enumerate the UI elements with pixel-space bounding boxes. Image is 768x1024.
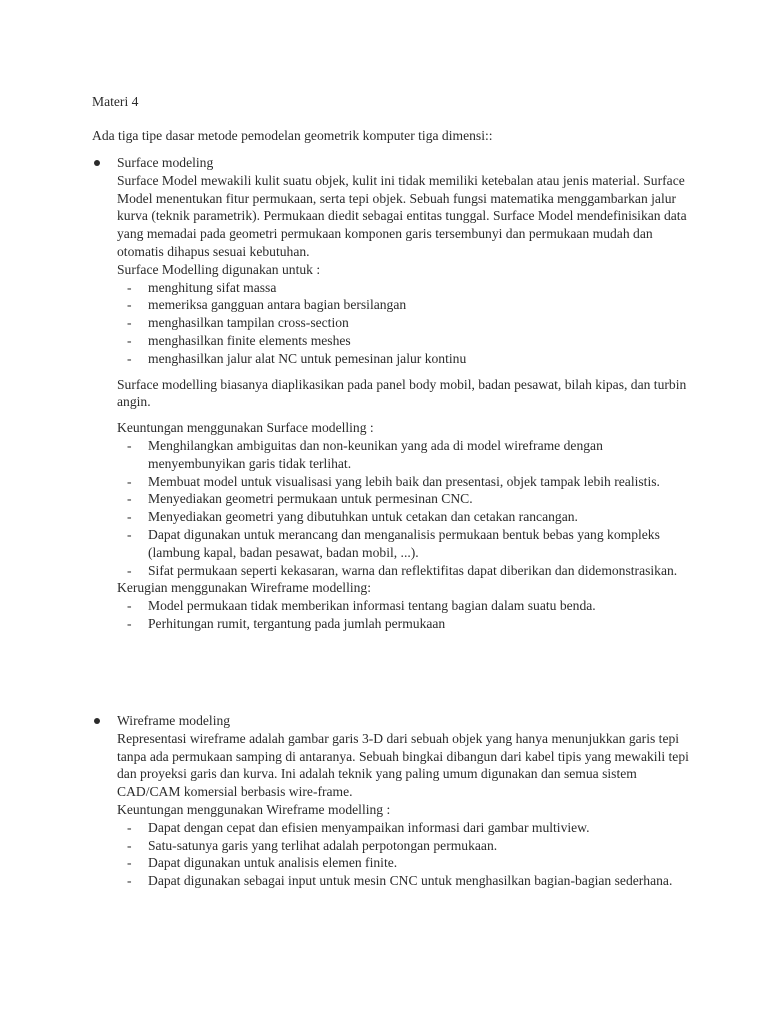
wireframe-section (92, 712, 692, 890)
list-item-text: Membuat model untuk visualisasi yang lebih baik dan presentasi, objek tampak lebih realistis. (148, 473, 660, 489)
surface-heading: Surface modeling (117, 155, 214, 170)
list-item (117, 562, 692, 580)
list-item (117, 332, 692, 350)
list-item-text: menghitung sifat massa (148, 279, 277, 295)
dash-icon: - (127, 473, 132, 489)
surface-advantages-list (117, 437, 692, 579)
list-item (117, 597, 692, 615)
dash-icon: - (127, 615, 132, 631)
list-item (117, 437, 692, 473)
dash-icon: - (127, 297, 132, 313)
list-item (117, 615, 692, 633)
surface-advantages-heading: Keuntungan menggunakan Surface modelling : (117, 420, 374, 436)
list-item (117, 819, 692, 837)
surface-uses-heading: Surface Modelling digunakan untuk : (117, 261, 321, 277)
intro-text: Ada tiga tipe dasar metode pemodelan geometrik komputer tiga dimensi:: (92, 128, 493, 143)
bullet-dot-icon (94, 160, 100, 166)
wireframe-bullet-item (92, 712, 692, 890)
list-item (117, 872, 692, 890)
surface-description: Surface Model mewakili kulit suatu objek, kulit ini tidak memiliki ketebalan atau jenis material. Surface Model menentukan fitur permukaan, serta tepi objek. Sebuah fungsi matematika menggambarkan jalur kurva (teknik parametrik). Permukaan diedit sebagai entitas tunggal. Surface Model mendefinisikan data yang memadai pada geometri permukaan komponen garis tersembunyi dan permukaan mudah dan otomatis dihapus sesuai kebutuhan. (117, 172, 687, 259)
list-item (117, 490, 692, 508)
list-item-text: Sifat permukaan seperti kekasaran, warna dan reflektifitas dapat diberikan dan didemonstrasikan. (148, 562, 678, 578)
list-item (117, 854, 692, 872)
list-item (117, 508, 692, 526)
surface-section (92, 154, 692, 633)
surface-uses-list (117, 279, 692, 368)
list-item-text: Dapat dengan cepat dan efisien menyampaikan informasi dari gambar multiview. (148, 819, 590, 835)
page-title: Materi 4 (92, 94, 139, 109)
dash-icon: - (127, 562, 132, 578)
list-item (117, 837, 692, 855)
list-item-text: menghasilkan finite elements meshes (148, 332, 351, 348)
list-item-text: Perhitungan rumit, tergantung pada jumlah permukaan (148, 615, 446, 631)
wireframe-description: Representasi wireframe adalah gambar garis 3-D dari sebuah objek yang hanya menunjukkan garis tepi tanpa ada permukaan samping di antaranya. Sebuah bingkai dibangun dari kabel tipis yang mewakili tepi dan proyeksi garis dan kurva. Ini adalah teknik yang paling umum digunakan dan semua sistem CAD/CAM komersial berbasis wire-frame. (117, 730, 689, 800)
dash-icon: - (127, 279, 132, 295)
list-item (117, 314, 692, 332)
list-item-text: menghasilkan tampilan cross-section (148, 315, 349, 331)
wireframe-advantages-list (117, 819, 692, 890)
surface-bullet-item (92, 154, 692, 633)
dash-icon: - (127, 332, 132, 348)
list-item-text: Dapat digunakan untuk merancang dan menganalisis permukaan bentuk bebas yang kompleks (lambung kapal, badan pesawat, badan mobil, ...). (148, 526, 660, 560)
wireframe-advantages-heading: Keuntungan menggunakan Wireframe modelling : (117, 801, 391, 817)
wireframe-heading: Wireframe modeling (117, 713, 231, 728)
list-item-text: Menyediakan geometri yang dibutuhkan untuk cetakan dan cetakan rancangan. (148, 509, 578, 525)
list-item-text: Menyediakan geometri permukaan untuk permesinan CNC. (148, 491, 473, 507)
dash-icon: - (127, 598, 132, 614)
surface-disadvantages-list (117, 597, 692, 633)
list-item-text: memeriksa gangguan antara bagian bersilangan (148, 297, 407, 313)
list-item-text: Satu-satunya garis yang terlihat adalah perpotongan permukaan. (148, 837, 498, 853)
dash-icon: - (127, 437, 132, 453)
dash-icon: - (127, 873, 132, 889)
dash-icon: - (127, 819, 132, 835)
list-item (117, 350, 692, 368)
dash-icon: - (127, 855, 132, 871)
dash-icon: - (127, 526, 132, 542)
dash-icon: - (127, 491, 132, 507)
surface-disadvantages-heading: Kerugian menggunakan Wireframe modelling: (117, 580, 371, 596)
dash-icon: - (127, 509, 132, 525)
list-item (117, 296, 692, 314)
dash-icon: - (127, 315, 132, 331)
list-item-text: menghasilkan jalur alat NC untuk pemesinan jalur kontinu (148, 350, 467, 366)
list-item-text: Menghilangkan ambiguitas dan non-keunikan yang ada di model wireframe dengan menyembunyikan garis tidak terlihat. (148, 437, 603, 471)
bullet-dot-icon (94, 718, 100, 724)
list-item (117, 473, 692, 491)
dash-icon: - (127, 837, 132, 853)
list-item-text: Dapat digunakan untuk analisis elemen finite. (148, 855, 398, 871)
surface-application: Surface modelling biasanya diaplikasikan pada panel body mobil, badan pesawat, bilah kipas, dan turbin angin. (117, 376, 687, 410)
dash-icon: - (127, 350, 132, 366)
list-item-text: Dapat digunakan sebagai input untuk mesin CNC untuk menghasilkan bagian-bagian sederhana. (148, 873, 673, 889)
list-item-text: Model permukaan tidak memberikan informasi tentang bagian dalam suatu benda. (148, 598, 596, 614)
list-item (117, 526, 692, 562)
list-item (117, 279, 692, 297)
